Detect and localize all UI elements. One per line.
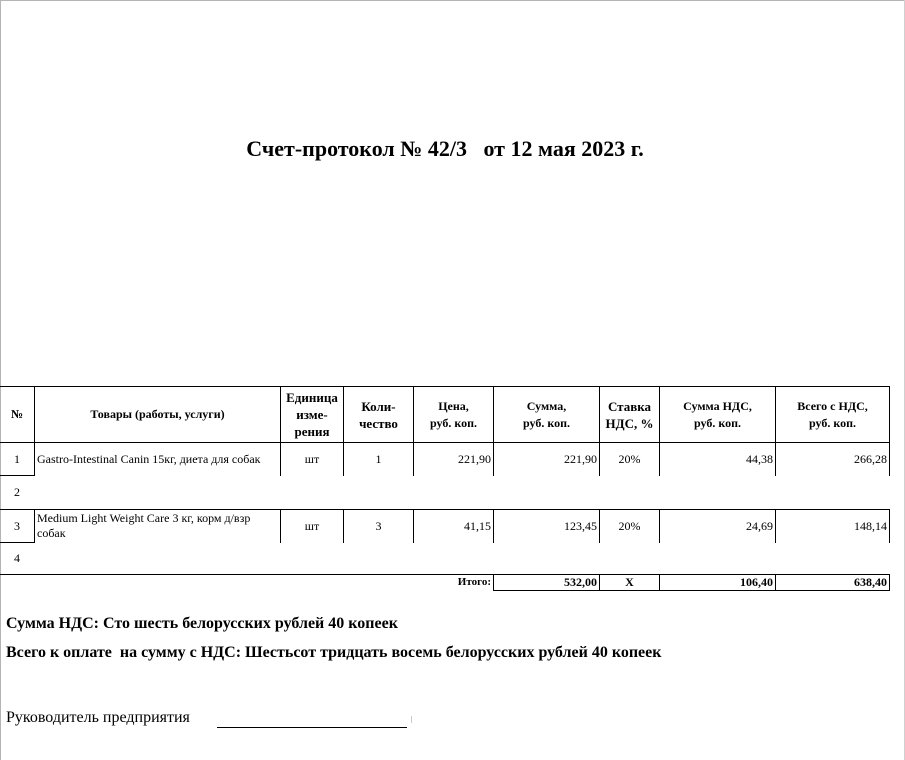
- header-price-line: Цена,: [438, 398, 469, 413]
- header-goods: Товары (работы, услуги): [90, 407, 225, 421]
- row-qty: 1: [375, 451, 382, 466]
- header-vat-sum: [660, 387, 775, 442]
- header-sum-line: Сумма,: [526, 398, 567, 413]
- row-sum: 123,45: [564, 518, 597, 533]
- vat-amount-words: Сумма НДС: Сто шесть белорусских рублей 40 копеек: [6, 615, 398, 632]
- header-qty-line: Коли-: [361, 398, 396, 414]
- header-price: [414, 387, 493, 442]
- totals-label: Итого:: [457, 576, 491, 588]
- signature-mark: [411, 716, 412, 723]
- row-num: 4: [14, 551, 20, 565]
- header-qty-line: чество: [359, 415, 398, 431]
- header-qty: [344, 387, 413, 442]
- header-sum-line: руб. коп.: [522, 415, 571, 430]
- row-total: 266,28: [854, 451, 887, 466]
- row-price: 41,15: [464, 518, 491, 533]
- row-unit: шт: [304, 451, 320, 466]
- header-unit-line: рения: [294, 424, 330, 439]
- header-unit-line: изме-: [296, 407, 328, 422]
- row-price: 221,90: [458, 451, 491, 466]
- page-border-left: [0, 0, 1, 760]
- header-vat-sum-line: Сумма НДС,: [683, 398, 752, 413]
- header-vat-rate-line: НДС, %: [605, 415, 654, 431]
- row-goods-name: Gastro-Intestinal Canin 15кг, диета для собак: [37, 451, 261, 466]
- document-title: Счет-протокол № 42/3 от 12 мая 2023 г.: [246, 136, 644, 161]
- row-vat-sum: 24,69: [746, 518, 773, 533]
- row-vat-sum: 44,38: [746, 451, 773, 466]
- total-amount-words: Всего к оплате на сумму с НДС: Шестьсот тридцать восемь белорусских рублей 40 копеек: [6, 644, 662, 661]
- row-sum: 221,90: [564, 451, 597, 466]
- row-num: 2: [14, 485, 20, 499]
- header-vat-rate: [600, 387, 659, 442]
- table-rule: [889, 442, 890, 476]
- header-sum: [494, 387, 599, 442]
- totals-total: 638,40: [854, 575, 887, 589]
- table-rule: [493, 590, 890, 591]
- header-unit-line: Единица: [286, 390, 338, 405]
- header-unit: [281, 387, 343, 442]
- table-rule: [889, 574, 890, 591]
- signature-label: Руководитель предприятия: [6, 709, 190, 726]
- header-price-line: руб. коп.: [429, 415, 478, 430]
- table-rule: [889, 509, 890, 543]
- row-total: 148,14: [854, 518, 887, 533]
- header-total: [776, 387, 889, 442]
- totals-vat-rate: Х: [625, 575, 634, 589]
- row-vat-rate: 20%: [618, 518, 641, 533]
- page-border-top: [0, 0, 905, 1]
- row-goods-name: Medium Light Weight Care 3 кг, корм д/взр собак: [37, 511, 251, 540]
- header-vat-rate-line: Ставка: [607, 398, 652, 414]
- row-num: 3: [14, 518, 20, 533]
- signature-line: [217, 727, 407, 728]
- totals-sum: 532,00: [564, 575, 597, 589]
- table-rule: [889, 386, 890, 443]
- row-num: 1: [14, 451, 20, 466]
- totals-vat-sum: 106,40: [740, 575, 773, 589]
- header-total-line: руб. коп.: [808, 415, 857, 430]
- row-unit: шт: [304, 518, 320, 533]
- header-vat-sum-line: руб. коп.: [693, 415, 742, 430]
- header-num: №: [10, 407, 24, 421]
- row-qty: 3: [375, 518, 382, 533]
- header-total-line: Всего с НДС,: [797, 398, 868, 413]
- row-vat-rate: 20%: [618, 451, 641, 466]
